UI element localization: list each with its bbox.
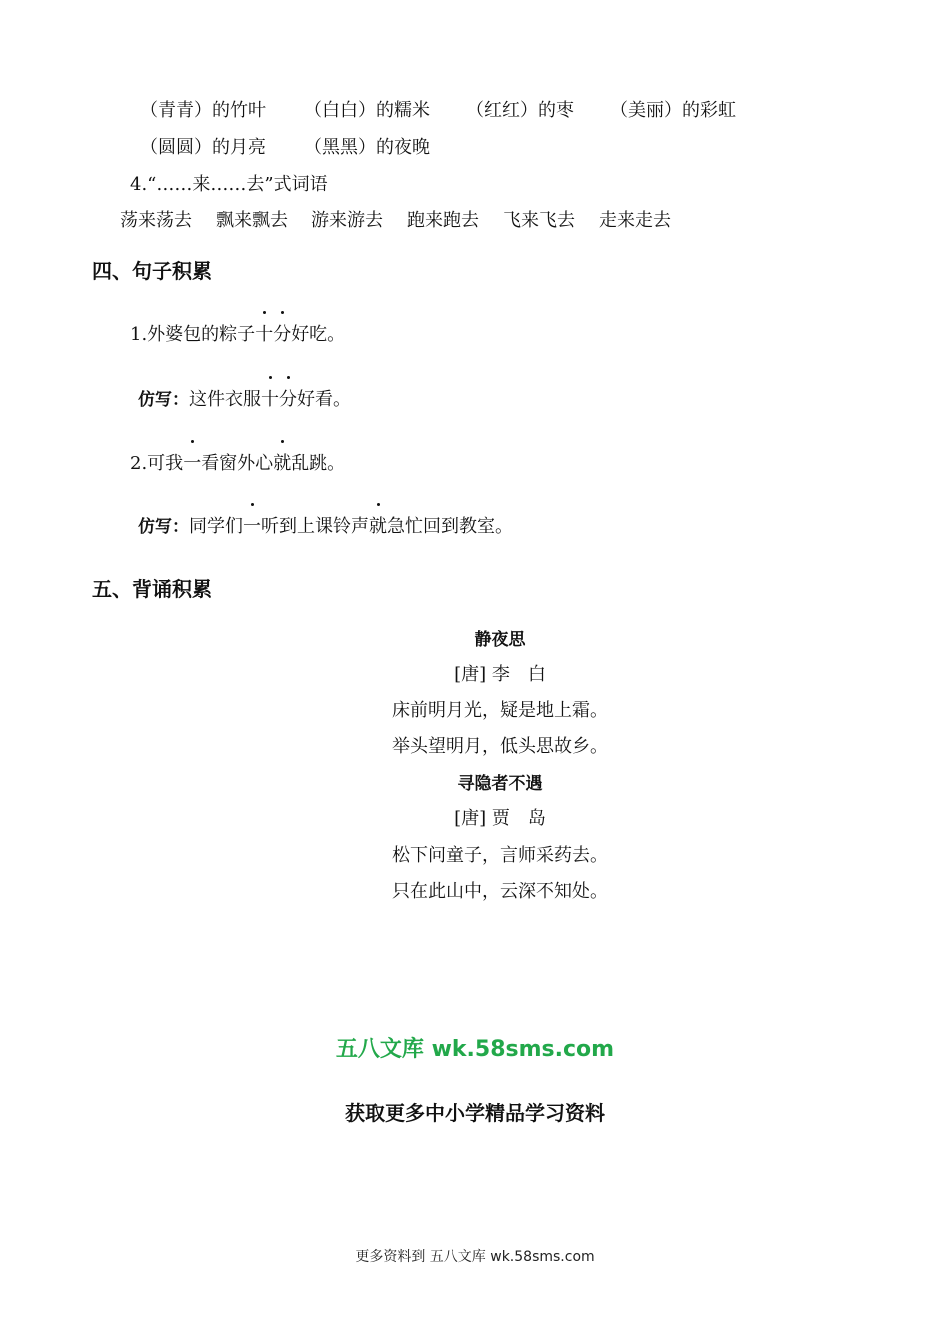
poem-author: [唐] 李 白 — [454, 664, 546, 685]
emphasis-char: 一 — [183, 449, 201, 475]
text: 同学们 — [189, 516, 243, 537]
text: 急忙回到教室。 — [387, 516, 513, 537]
lai-qu-word: 飘来飘去 — [216, 210, 288, 231]
poem-line: 松下问童子，言师采药去。 — [392, 845, 608, 866]
emphasis-char: 十 — [255, 320, 273, 346]
brand-link[interactable]: 五八文库 wk.58sms.com — [335, 1037, 615, 1062]
phrase: （美丽）的彩虹 — [610, 100, 736, 121]
poem-line: 举头望明月，低头思故乡。 — [392, 736, 608, 757]
sentence-1 — [130, 320, 345, 346]
text: 好看。 — [297, 389, 351, 410]
page-footer: 更多资料到 五八文库 wk.58sms.com — [355, 1249, 595, 1265]
imitation-label: 仿写： — [138, 390, 189, 410]
poem-author: [唐] 贾 岛 — [454, 808, 546, 829]
text: 1.外婆包的粽子 — [130, 324, 256, 345]
imitation-2 — [138, 512, 513, 538]
text: 看窗外心 — [201, 453, 274, 474]
text: 乱跳。 — [291, 453, 346, 474]
sentence-2 — [130, 449, 345, 475]
text: 好吃。 — [291, 324, 346, 345]
emphasis-char: 一 — [243, 512, 261, 538]
lai-qu-word: 走来走去 — [599, 210, 671, 231]
phrase: （黑黑）的夜晚 — [304, 137, 430, 158]
lai-qu-word: 飞来飞去 — [503, 210, 575, 231]
phrase: （圆圆）的月亮 — [140, 137, 266, 158]
phrase: （白白）的糯米 — [304, 100, 430, 121]
poem-line: 床前明月光，疑是地上霜。 — [392, 700, 608, 721]
emphasis-char: 分 — [273, 320, 291, 346]
section-heading: 五、背诵积累 — [92, 577, 212, 601]
emphasis-char: 就 — [273, 449, 291, 475]
lai-qu-heading: 4.“……来……去”式词语 — [130, 174, 328, 195]
poem-line: 只在此山中，云深不知处。 — [392, 881, 608, 902]
emphasis-char: 就 — [369, 512, 387, 538]
section-heading: 四、句子积累 — [92, 259, 212, 283]
phrase: （青青）的竹叶 — [140, 100, 266, 121]
poem-title: 寻隐者不遇 — [457, 774, 543, 794]
promo-text: 获取更多中小学精品学习资料 — [345, 1101, 605, 1125]
emphasis-char: 十 — [261, 385, 279, 411]
emphasis-char: 分 — [279, 385, 297, 411]
lai-qu-word: 荡来荡去 — [120, 210, 192, 231]
text: 这件衣服 — [189, 389, 261, 410]
text: 听到上课铃声 — [261, 516, 369, 537]
lai-qu-word: 游来游去 — [311, 210, 383, 231]
lai-qu-word: 跑来跑去 — [407, 210, 479, 231]
phrase: （红红）的枣 — [466, 100, 574, 121]
imitation-1 — [138, 385, 351, 411]
poem-title: 静夜思 — [474, 630, 526, 650]
text: 2.可我 — [130, 453, 184, 474]
imitation-label: 仿写： — [138, 517, 189, 537]
